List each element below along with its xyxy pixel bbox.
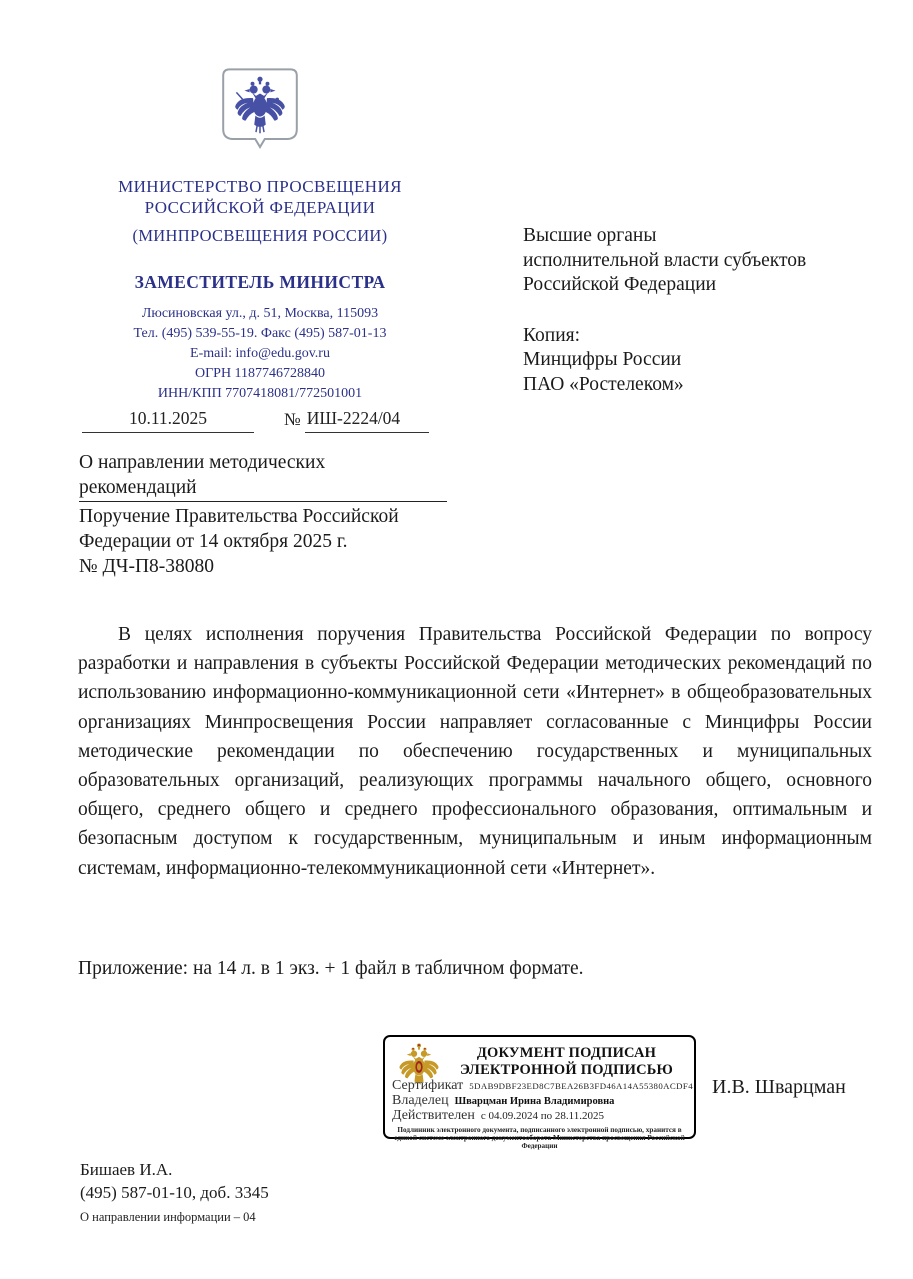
date-number-row bbox=[82, 408, 434, 433]
ministry-short-name: (МИНПРОСВЕЩЕНИЯ РОССИИ) bbox=[132, 226, 388, 245]
subject-block bbox=[79, 450, 447, 579]
letterhead-ogrn: ОГРН 1187746728840 bbox=[194, 366, 326, 381]
subject-ref-line: Федерации от 14 октября 2025 г. bbox=[79, 531, 348, 552]
validity-value: с 04.09.2024 по 28.11.2025 bbox=[480, 1110, 605, 1122]
letterhead-inn-kpp: ИНН/КПП 7707418081/772501001 bbox=[157, 386, 363, 401]
minister-post-title: ЗАМЕСТИТЕЛЬ МИНИСТРА bbox=[134, 272, 386, 292]
stamp-validity-row bbox=[392, 1109, 687, 1124]
copy-line: Минцифры России bbox=[523, 349, 682, 370]
subject-ref-line: Поручение Правительства Российской bbox=[79, 506, 399, 527]
executor-block bbox=[80, 1158, 269, 1204]
executor-name: Бишаев И.А. bbox=[80, 1160, 173, 1179]
certificate-value: 5DAB9DBF23ED8C7BEA26B3FD46A14A55380ACDF4 bbox=[469, 1081, 694, 1091]
stamp-title-line1: ДОКУМЕНТ ПОДПИСАН bbox=[476, 1045, 657, 1061]
ministry-name bbox=[118, 176, 402, 218]
letterhead-phone: Тел. (495) 539-55-19. Факс (495) 587-01-13 bbox=[133, 326, 387, 341]
stamp-certificate-row bbox=[392, 1078, 694, 1094]
letterhead bbox=[58, 66, 462, 404]
esignature-stamp bbox=[383, 1035, 696, 1151]
letterhead-address: Люсиновская ул., д. 51, Москва, 115093 bbox=[141, 306, 379, 321]
stamp-owner-row bbox=[392, 1094, 687, 1110]
russian-coat-of-arms-icon bbox=[220, 66, 300, 160]
footer-note: О направлении информации – 04 bbox=[80, 1210, 256, 1224]
subject-line1: О направлении методических bbox=[79, 452, 326, 473]
recipient-line: Высшие органы bbox=[523, 225, 657, 246]
recipient-line: Российской Федерации bbox=[523, 274, 717, 295]
owner-value: Шварцман Ирина Владимировна bbox=[454, 1095, 615, 1107]
owner-label: Владелец bbox=[392, 1092, 449, 1108]
body-paragraph: В целях исполнения поручения Правительства Российской Федерации по вопросу разработки и направления в субъекты Российской Федерации методических рекомендаций по использованию информационно-коммуникационной сети «Интернет» в общеобразовательных организациях Минпросвещения России направляет согласованные с Минцифры России методические рекомендации по обеспечению государственных и муниципальных образовательных организаций, реализующих программы начального общего, основного общего, среднего общего и среднего профессионального образования, оптимальным и безопасным доступом к государственным, муниципальным и иным информационным системам, информационно-телекоммуникационной сети «Интернет». bbox=[78, 624, 872, 879]
ministry-name-line2: РОССИЙСКОЙ ФЕДЕРАЦИИ bbox=[144, 198, 376, 217]
validity-label: Действителен bbox=[392, 1108, 475, 1123]
attachment-line: Приложение: на 14 л. в 1 экз. + 1 файл в табличном формате. bbox=[78, 958, 584, 979]
stamp-title bbox=[446, 1040, 687, 1079]
letter-number: ИШ-2224/04 bbox=[305, 408, 429, 433]
signer-name: И.В. Шварцман bbox=[712, 1076, 846, 1098]
copy-line: ПАО «Ростелеком» bbox=[523, 373, 684, 395]
number-sign: № bbox=[284, 409, 301, 429]
subject-line2: рекомендаций bbox=[79, 475, 447, 502]
copy-block bbox=[523, 324, 883, 398]
subject-ref-line: № ДЧ-П8-38080 bbox=[79, 556, 215, 577]
letter-date: 10.11.2025 bbox=[82, 408, 254, 433]
recipient-block bbox=[523, 224, 883, 397]
certificate-label: Сертификат bbox=[392, 1078, 464, 1093]
copy-label: Копия: bbox=[523, 324, 581, 346]
stamp-rows bbox=[392, 1078, 694, 1151]
ministry-name-line1: МИНИСТЕРСТВО ПРОСВЕЩЕНИЯ bbox=[118, 177, 402, 196]
executor-phone: (495) 587-01-10, доб. 3345 bbox=[80, 1183, 269, 1202]
stamp-footnote: Подлинник электронного документа, подписанного электронной подписью, хранится в единой системе электронного документооборота Министерства просвещения Российской Федерации bbox=[394, 1125, 685, 1151]
letterhead-email: E-mail: info@edu.gov.ru bbox=[190, 346, 330, 361]
recipient-line: исполнительной власти субъектов bbox=[523, 249, 807, 271]
contact-block bbox=[134, 304, 387, 404]
stamp-title-line2: ЭЛЕКТРОННОЙ ПОДПИСЬЮ bbox=[459, 1062, 674, 1078]
